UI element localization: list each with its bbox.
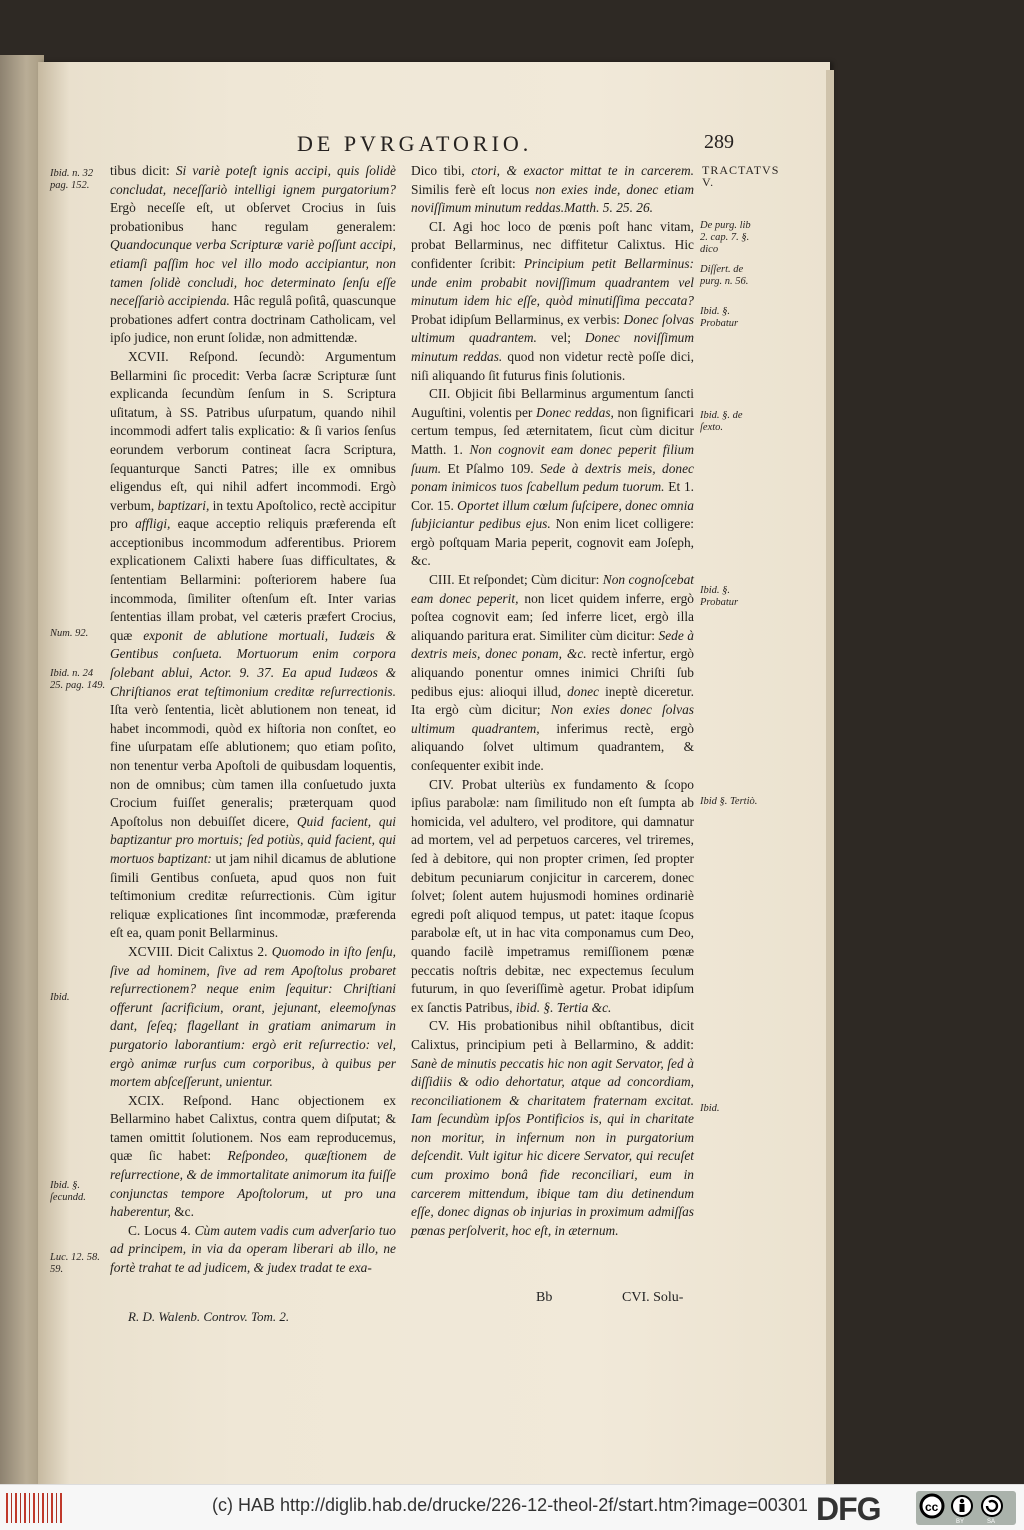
- text-run: C. Locus 4.: [128, 1222, 195, 1238]
- text-run: ut jam nihil dicamus de ablutione ſimili Gentibus conſueta, apud quos non fuit teſtimonium creditæ reſurrectionis. Cùm igitur reliquæ explicationes ſint incommodæ, præferenda eſt ea, quam ponit Bellarminus.: [110, 850, 396, 941]
- paragraph: [411, 1017, 694, 1240]
- by-label: BY: [956, 1519, 965, 1525]
- text-run: Et Pſalmo 109.: [441, 460, 541, 476]
- barcode-icon: [6, 1493, 64, 1523]
- text-column-right: [411, 162, 694, 1240]
- italic-run: Quid facient, qui baptizantur pro mortuis; ſed potiùs, quid facient, qui mortuos baptizant:: [110, 813, 396, 866]
- margin-note-left: Ibid. n. 24 25. pag. 149.: [50, 668, 106, 691]
- sa-icon: [982, 1496, 1002, 1516]
- paragraph: [110, 1222, 396, 1278]
- dfg-logo: DFG: [816, 1491, 881, 1527]
- italic-run: ibid. §. Tertia &c.: [515, 999, 612, 1015]
- italic-run: Donec ſolvas ultimum quadrantem.: [411, 311, 695, 346]
- paragraph: [411, 162, 694, 218]
- cc-license-icon[interactable]: [916, 1491, 1016, 1525]
- italic-run: Non cognoſcebat eam donec peperit,: [411, 572, 694, 606]
- text-run: XCVIII. Dicit Calixtus 2.: [128, 943, 272, 959]
- paragraph: [110, 348, 396, 943]
- signature-mark: Bb: [536, 1290, 553, 1305]
- italic-run: non exies inde, donec etiam noviſſimum minutum reddas.: [411, 181, 694, 216]
- margin-note-right: Ibid §. Tertiò.: [700, 796, 758, 807]
- italic-run: Donec noviſſimum minutum reddas.: [411, 330, 695, 364]
- italic-run: Reſpondeo, quæſtionem de reſurrectione, & de immortalitate animorum ita fuiſſe conjunctas tempore Apoſtolorum, ut pro una haberentur,: [110, 1148, 397, 1220]
- text-run: quod non videtur rectè poſſe dici, niſi aliquando ſit futurus finis ſolutionis.: [411, 348, 694, 383]
- italic-run: Principium petit Bellarminus: unde enim probabit noviſſimum quadrantem vel minutum idem hic eſſe, quòd minutiſſima peccata?: [411, 255, 694, 309]
- text-run: rectè infertur, ergò aliquando ponentur omnes inimici Chriſti ſub pedibus ejus: alioqui illud,: [411, 646, 694, 699]
- text-run: tibus dicit:: [110, 163, 176, 178]
- text-run: XCIX. Reſpond. Hanc objectionem ex Bellarmino habet Calixtus, contra quem diſputat; & tamen omittit ſolutionem. Nos eam reproducemus, quæ ſic habet:: [110, 1092, 396, 1164]
- italic-run: Non exies donec ſolvas ultimum quadrantem,: [411, 702, 694, 736]
- italic-run: Oportet illum cœlum ſuſcipere, donec omnia ſubjiciantur pedibus ejus.: [411, 497, 694, 532]
- text-run: CI. Agi hoc loco de pœnis poſt hanc vitam, probat Bellarminus, nec diffitetur Calixtus. Hic confidenter ſcribit:: [411, 218, 694, 271]
- italic-run: Si variè poteſt ignis accipi, quis ſolidè concludat, neceſſariò intelligi ignem purgatorium?: [110, 163, 397, 197]
- text-run: CV. His probationibus nihil obſtantibus, dicit Calixtus, principium peti à Bellarmino, & addit:: [411, 1018, 694, 1052]
- text-run: Iſta verò ſententia, licèt ablutionem non teneat, id habet incommodi, quòd ex hiſtoria non conſtet, eo fine uſurpatam eſſe ablutionem; quo etiam poſito, non tenentur verba Apoſtoli de quibusdam loquentis, non de omnibus; cùm tamen illa conſuetudo juxta Crocium fuiſſet generalis; præterquam quod Apoſtolus non debuiſſet dicere,: [110, 702, 396, 829]
- text-run: Dico tibi,: [411, 163, 472, 178]
- page-number: 289: [704, 131, 734, 153]
- margin-note-right: TRACTATVS V.: [702, 163, 780, 189]
- text-run: Ergò neceſſe eſt, ut obſervet Crocius in ſuis probationibus hanc regulam generalem:: [110, 200, 396, 234]
- italic-run: Matth. 5. 25. 26.: [564, 200, 654, 216]
- margin-note-right: Ibid. §. Probatur: [700, 306, 739, 329]
- text-run: eaque acceptio reliquis præferenda eſt acceptionibus incommodum adferentibus. Priorem explicationem Calixti habere ſuas difficultates, & ſententiam Bellarmini: poſteriorem habere ſua incommoda, ſimiliter oſtenſum eſt. Inter varias ſententias illam probat, vel cæteris præfert Crocius, quæ: [110, 516, 397, 643]
- italic-run: donec: [567, 683, 600, 699]
- sa-label: SA: [987, 1519, 996, 1525]
- text-run: Non enim licet colligere: ergò poſtquam Maria peperit, cognovit eam Joſeph, &c.: [411, 516, 694, 569]
- text-run: inferimus rectè, ergò aliquando ſolvet ultimum quadrantem, & conſequenter exibit inde.: [411, 720, 694, 773]
- italic-run: exponit de ablutione mortuali, Iudæis & Gentibus conſueta. Mortuorum enim corpora ſolebant ablui, Actor. 9. 37. Ea apud Iudæos & Chriſtianos erat teſtimonium creditæ reſurrectionis.: [110, 627, 396, 699]
- italic-run: Non cognovit eam donec peperit filium ſuum.: [411, 441, 694, 476]
- signature-line: R. D. Walenb. Controv. Tom. 2.: [128, 1309, 290, 1324]
- text-run: CIV. Probat ulteriùs ex fundamento & ſcopo ipſius parabolæ: nam ſimilitudo non eſt ſumpta ab homicida, vel adultero, vel proditore, qui damnatur ad mortem, vel ad perpetuos carceres, vel triremes, ſed à debitore, qui non propter crimen, ſed propter debitum pecuniarum conjicitur in carcerem, donec ſolvet; ſolent autem hujusmodi homines ordinariè egredi poſt aliquod tempus, ut patet: itaque ſcopus parabolæ eſt, ut in hac vita componamus cum Deo, quando facilè impetramus remiſſionem pœnæ peccatis noſtris debitæ, nec expectemus ſeculum futurum, in quo ſeveriſſimè agetur. Probat idipſum ex ſanctis Patribus,: [411, 776, 694, 1015]
- page-edge: [826, 70, 834, 1484]
- text-run: vel;: [536, 330, 585, 346]
- margin-note-right: De purg. lib 2. cap. 7. §. dico: [700, 220, 751, 255]
- paragraph: [411, 776, 694, 1018]
- paragraph: [411, 571, 694, 776]
- viewer-footer: [0, 1484, 1024, 1530]
- italic-run: Cùm autem vadis cum adverſario tuo ad principem, in via da operam liberari ab illo, ne fortè trahat te ad judicem, & judex tradat te exa-: [110, 1222, 396, 1276]
- copyright-link[interactable]: (c) HAB http://diglib.hab.de/drucke/226-12-theol-2f/start.htm?image=00301: [212, 1495, 808, 1515]
- text-run: Similis ferè eſt locus: [411, 181, 536, 197]
- margin-note-left: Ibid.: [50, 992, 70, 1003]
- running-title: DE PVRGATORIO.: [297, 131, 533, 156]
- catchword: CVI. Solu-: [622, 1290, 684, 1305]
- margin-note-right: Ibid.: [700, 1103, 720, 1114]
- margin-note-left: Ibid. n. 32 pag. 152.: [50, 168, 94, 191]
- text-run: Hâc regulâ poſitâ, quascunque probationes adfert contra doctrinam Catholicam, vel ipſo judice, non erunt ſolidæ, non admittendæ.: [110, 293, 396, 346]
- paragraph: [110, 943, 396, 1092]
- italic-run: Quomodo in iſto ſenſu, ſive ad hominem, ſive ad rem Apoſtolus probaret reſurrectionem? neque enim ſequitur: Chriſtiani offerunt ſacrificium, orant, jejunant, eleemoſynas dant, ſeſeq; flagellant in gratiam animarum in purgatorio laborantium: ergò erit reſurrectio: vel, ergò animæ rurſus cum corporibus, à quibus per mortem abſceſſerunt, unientur.: [110, 943, 396, 1090]
- margin-note-left: Ibid. §. ſecundd.: [50, 1180, 86, 1203]
- text-run: non licet quidem inferre, ergò poſtea cognovit eam; ſed inferre licet, ergò illa aliquando paritura erat. Similiter cùm dicitur:: [411, 590, 694, 643]
- italic-run: Donec reddas,: [536, 404, 614, 420]
- text-run: ineptè diceretur. Ita ergò cùm dicitur;: [411, 683, 694, 718]
- text-run: &c.: [170, 1204, 194, 1220]
- text-run: CII. Objicit ſibi Bellarminus argumentum ſancti Auguſtini, volentis per: [411, 386, 694, 420]
- margin-note-left: Num. 92.: [50, 628, 89, 639]
- text-run: non ſignificari certum tempus, ſed æternitatem, ſicut cùm dicitur Matth. 1.: [411, 404, 694, 457]
- margin-note-right: Ibid. §. Probatur: [700, 585, 739, 608]
- text-run: in textu Apoſtolico, rectè accipitur pro: [110, 497, 396, 532]
- paragraph: [110, 1092, 396, 1222]
- italic-run: Quandocunque verba Scripturæ variè poſſunt accipi, etiamſi paſſim hoc vel illo modo accipiantur, non tamen ſolidè concludi, hoc determinato ſenſu eſſe neceſſariò accipienda.: [110, 237, 396, 309]
- text-run: Probat idipſum Bellarminus, ex verbis:: [411, 311, 624, 327]
- text-column-left: [110, 162, 396, 1278]
- paragraph: [110, 162, 396, 348]
- margin-note-left: Luc. 12. 58. 59.: [50, 1252, 100, 1275]
- italic-run: Sanè de minutis peccatis hic non agit Servator, ſed à diſſidiis & odio dehortatur, atque ad concordiam, reconciliationem & charitatem fraternam excitat. Iam ſecundùm ipſos Pontificios is, qui in charitate non moritur, in infernum non in purgatorium deſcendit. Vult igitur hic dicere Servator, qui recuſet cum proximo bonâ fide reconciliari, eum in carcerem mittendum, ibique tam diu detinendum eſſe, donec dignas ob injurias in proximum admiſſas pœnas perſolverit, hoc eſt, in æternum.: [411, 1055, 694, 1238]
- text-run: Et 1. Cor. 15.: [411, 479, 694, 513]
- paragraph: [411, 385, 694, 571]
- text-run: CIII. Et reſpondet; Cùm dicitur:: [429, 572, 603, 588]
- italic-run: affligi,: [135, 516, 171, 532]
- italic-run: Sede à dextris meis, donec ponam inimicos tuos ſcabellum pedum tuorum.: [411, 460, 694, 495]
- text-run: XCVII. Reſpond. ſecundò: Argumentum Bellarmini ſic procedit: Verba ſacræ Scripturæ ſunt explicanda ſecundùm ſenſum in S. Scriptura uſitatum, à SS. Patribus uſurpatum, quando nihil incommodi adfert talis explicatio: & ſi varios ſenſus eorundem verborum contineat ſacra Scriptura, ſequanturque Sancti Patres; ille ex omnibus eligendus eſt, qui nihil adfert incommodi. Ergò verbum,: [110, 348, 396, 513]
- svg-text:cc: cc: [925, 1500, 939, 1514]
- margin-note-right: Ibid. §. de ſexto.: [700, 410, 743, 433]
- margin-note-right: Diſſert. de purg. n. 56.: [700, 264, 749, 287]
- italic-run: ctori, & exactor mittat te in carcerem.: [471, 163, 694, 178]
- italic-run: Sede à dextris meis, donec ponam, &c.: [411, 627, 694, 662]
- paragraph: [411, 218, 694, 385]
- italic-run: baptizari,: [157, 497, 210, 513]
